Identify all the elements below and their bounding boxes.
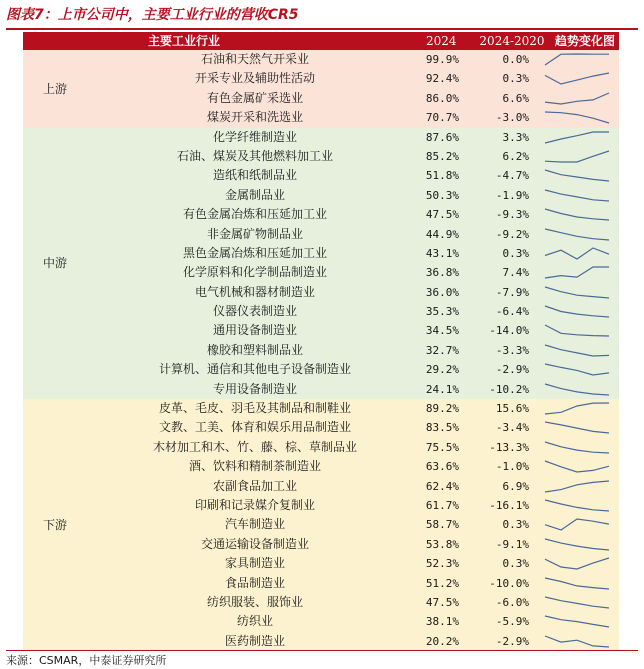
- trend-sparkline: [543, 91, 611, 106]
- trend-line: [545, 73, 609, 84]
- industry-name: 石油和天然气开采业: [200, 52, 309, 66]
- industry-name: 黑色金属冶炼和压延加工业: [182, 245, 327, 260]
- value-2024: 58.7%: [425, 518, 459, 532]
- value-2024: 35.3%: [425, 305, 459, 319]
- trend-line: [545, 151, 609, 162]
- value-change: 6.2%: [502, 149, 529, 163]
- trend-sparkline: [543, 130, 611, 145]
- value-2024: 83.5%: [425, 421, 459, 435]
- industry-name: 开采专业及辅助性活动: [194, 71, 315, 86]
- table-row: [23, 69, 619, 88]
- industry-name: 有色金属矿采选业: [206, 90, 303, 105]
- trend-sparkline: [543, 537, 611, 552]
- trend-sparkline: [543, 323, 611, 338]
- table-row: [23, 593, 619, 612]
- industry-name: 金属制品业: [224, 187, 285, 202]
- trend-sparkline: [543, 207, 611, 222]
- trend-sparkline: [543, 498, 611, 513]
- table-header: [23, 32, 619, 50]
- trend-sparkline: [543, 614, 611, 629]
- value-2024: 36.0%: [425, 285, 459, 299]
- table-row: [23, 399, 619, 418]
- table-row: [23, 166, 619, 185]
- section-label: 中游: [43, 256, 68, 271]
- industry-name: 非金属矿物制品业: [206, 226, 303, 241]
- table-row: [23, 360, 619, 379]
- table-row: [23, 50, 619, 69]
- value-2024: 34.5%: [425, 324, 459, 338]
- industry-name: 化学原料和化学制品制造业: [182, 265, 327, 280]
- value-change: -5.9%: [495, 615, 529, 629]
- value-2024: 38.1%: [425, 615, 459, 629]
- trend-sparkline: [543, 556, 611, 571]
- header-trend: 趋势变化图: [554, 34, 615, 48]
- trend-sparkline: [543, 362, 611, 377]
- value-change: 0.3%: [502, 246, 529, 260]
- value-2024: 47.5%: [425, 208, 459, 222]
- table-body: [23, 50, 619, 651]
- value-2024: 70.7%: [425, 111, 459, 125]
- trend-line: [545, 364, 609, 375]
- trend-line: [545, 442, 609, 453]
- trend-line: [545, 306, 609, 317]
- trend-sparkline: [543, 246, 611, 261]
- value-change: 15.6%: [495, 402, 529, 416]
- table-row: [23, 632, 619, 651]
- value-2024: 47.5%: [425, 595, 459, 609]
- trend-line: [545, 461, 609, 472]
- industry-name: 造纸和纸制品业: [212, 168, 297, 183]
- value-2024: 43.1%: [425, 246, 459, 260]
- value-change: 7.4%: [502, 266, 529, 280]
- industry-name: 纺织服装、服饰业: [206, 594, 303, 609]
- industry-name: 木材加工和木、竹、藤、棕、草制品业: [152, 439, 357, 454]
- value-change: -3.0%: [495, 111, 529, 125]
- value-2024: 75.5%: [425, 440, 459, 454]
- industry-name: 电气机械和器材制造业: [194, 284, 315, 299]
- value-change: -1.9%: [495, 188, 529, 202]
- value-2024: 50.3%: [425, 188, 459, 202]
- section-label: 上游: [43, 81, 68, 96]
- value-change: -7.9%: [495, 285, 529, 299]
- table-row: [23, 321, 619, 340]
- value-change: 0.0%: [502, 53, 529, 66]
- table-row: [23, 341, 619, 360]
- table-row: [23, 554, 619, 573]
- trend-sparkline: [543, 110, 611, 125]
- trend-line: [545, 54, 609, 65]
- trend-line: [545, 170, 609, 181]
- value-2024: 20.2%: [425, 634, 459, 648]
- table-row: [23, 535, 619, 554]
- value-change: -3.3%: [495, 343, 529, 357]
- trend-sparkline: [543, 149, 611, 164]
- value-change: 6.6%: [502, 91, 529, 105]
- industry-name: 石油、煤炭及其他燃料加工业: [176, 148, 333, 163]
- industry-name: 煤炭开采和洗选业: [206, 110, 303, 125]
- industry-name: 纺织业: [236, 614, 273, 629]
- figure-title: 图表7：上市公司中，主要工业行业的营收CR5: [6, 7, 299, 23]
- trend-sparkline: [543, 285, 611, 300]
- industry-name: 汽车制造业: [224, 517, 285, 532]
- value-2024: 29.2%: [425, 363, 459, 377]
- industry-name: 食品制造业: [224, 575, 285, 590]
- value-change: 0.3%: [502, 557, 529, 571]
- trend-sparkline: [543, 227, 611, 242]
- value-2024: 51.8%: [425, 169, 459, 183]
- trend-line: [545, 112, 609, 123]
- trend-line: [545, 422, 609, 433]
- value-change: 3.3%: [502, 130, 529, 144]
- table-row: [23, 205, 619, 224]
- value-change: -13.3%: [489, 440, 529, 454]
- industry-name: 仪器仪表制造业: [212, 304, 297, 319]
- value-change: 0.3%: [502, 518, 529, 532]
- section-downstream: [23, 399, 619, 651]
- value-2024: 61.7%: [425, 498, 459, 512]
- trend-sparkline: [543, 634, 611, 649]
- section-label: 下游: [43, 518, 68, 533]
- table-row: [23, 128, 619, 147]
- value-2024: 87.6%: [425, 130, 459, 144]
- trend-line: [545, 248, 609, 259]
- trend-line: [545, 287, 609, 298]
- title-rule: [6, 28, 638, 30]
- table-row: [23, 496, 619, 515]
- value-change: 6.9%: [502, 479, 529, 493]
- trend-line: [545, 190, 609, 201]
- trend-line: [545, 229, 609, 240]
- trend-line: [545, 267, 609, 278]
- trend-sparkline: [543, 595, 611, 610]
- trend-sparkline: [543, 265, 611, 280]
- trend-line: [545, 481, 609, 492]
- industry-name: 有色金属冶炼和压延加工业: [182, 207, 327, 222]
- section-midstream: [23, 128, 619, 399]
- value-change: -6.4%: [495, 305, 529, 319]
- header-change: 2024-2020: [479, 34, 545, 48]
- value-2024: 99.9%: [425, 53, 459, 66]
- industry-name: 医药制造业: [224, 633, 285, 648]
- trend-line: [545, 519, 609, 530]
- trend-sparkline: [543, 168, 611, 183]
- trend-line: [545, 209, 609, 220]
- trend-line: [545, 636, 609, 647]
- industry-name: 计算机、通信和其他电子设备制造业: [158, 362, 351, 377]
- value-change: -10.2%: [489, 382, 529, 396]
- trend-sparkline: [543, 401, 611, 416]
- trend-sparkline: [543, 459, 611, 474]
- table-row: [23, 244, 619, 263]
- industry-name: 通用设备制造业: [212, 323, 297, 338]
- value-change: -9.3%: [495, 208, 529, 222]
- value-2024: 24.1%: [425, 382, 459, 396]
- table-row: [23, 263, 619, 282]
- header-industry: 主要工业行业: [148, 34, 221, 48]
- industry-name: 专用设备制造业: [212, 381, 297, 396]
- value-change: -16.1%: [489, 498, 529, 512]
- value-change: -2.9%: [495, 634, 529, 648]
- trend-line: [545, 597, 609, 608]
- value-change: -9.1%: [495, 537, 529, 551]
- trend-line: [545, 578, 609, 589]
- industry-name: 文教、工美、体育和娱乐用品制造业: [158, 420, 351, 435]
- industry-name: 橡胶和塑料制品业: [206, 342, 303, 357]
- table-row: [23, 515, 619, 534]
- industry-name: 化学纤维制造业: [212, 129, 297, 144]
- trend-line: [545, 345, 609, 356]
- industry-name: 酒、饮料和精制茶制造业: [188, 459, 321, 474]
- trend-sparkline: [543, 440, 611, 455]
- industry-name: 印刷和记录媒介复制业: [194, 497, 315, 512]
- table-row: [23, 574, 619, 593]
- trend-line: [545, 132, 609, 143]
- table-row: [23, 147, 619, 166]
- table-row: [23, 108, 619, 127]
- trend-line: [545, 539, 609, 550]
- table-row: [23, 89, 619, 108]
- trend-sparkline: [543, 52, 611, 67]
- industry-name: 交通运输设备制造业: [200, 536, 309, 551]
- value-change: 0.3%: [502, 72, 529, 86]
- trend-sparkline: [543, 71, 611, 86]
- industry-name: 农副食品加工业: [212, 478, 297, 493]
- trend-sparkline: [543, 304, 611, 319]
- value-change: -9.2%: [495, 227, 529, 241]
- trend-sparkline: [543, 517, 611, 532]
- table-row: [23, 186, 619, 205]
- trend-sparkline: [543, 188, 611, 203]
- value-change: -1.0%: [495, 460, 529, 474]
- trend-sparkline: [543, 382, 611, 397]
- value-2024: 86.0%: [425, 91, 459, 105]
- table-row: [23, 612, 619, 631]
- table-row: [23, 380, 619, 399]
- trend-line: [545, 384, 609, 395]
- table-row: [23, 283, 619, 302]
- table-row: [23, 418, 619, 437]
- trend-line: [545, 93, 609, 104]
- value-2024: 89.2%: [425, 402, 459, 416]
- value-2024: 44.9%: [425, 227, 459, 241]
- value-2024: 62.4%: [425, 479, 459, 493]
- table-row: [23, 225, 619, 244]
- value-change: -2.9%: [495, 363, 529, 377]
- trend-sparkline: [543, 420, 611, 435]
- trend-line: [545, 558, 609, 569]
- cr5-table: [23, 32, 619, 651]
- value-2024: 63.6%: [425, 460, 459, 474]
- value-2024: 52.3%: [425, 557, 459, 571]
- value-2024: 36.8%: [425, 266, 459, 280]
- value-2024: 85.2%: [425, 149, 459, 163]
- value-change: -3.4%: [495, 421, 529, 435]
- value-2024: 32.7%: [425, 343, 459, 357]
- table-row: [23, 302, 619, 321]
- trend-line: [545, 403, 609, 414]
- value-2024: 51.2%: [425, 576, 459, 590]
- trend-line: [545, 616, 609, 627]
- table-row: [23, 457, 619, 476]
- value-change: -6.0%: [495, 595, 529, 609]
- source-note: 来源：CSMAR，中泰证券研究所: [6, 654, 167, 667]
- trend-sparkline: [543, 343, 611, 358]
- value-2024: 92.4%: [425, 72, 459, 86]
- value-change: -4.7%: [495, 169, 529, 183]
- value-change: -10.0%: [489, 576, 529, 590]
- trend-sparkline: [543, 576, 611, 591]
- trend-line: [545, 325, 609, 336]
- table-row: [23, 438, 619, 457]
- trend-line: [545, 500, 609, 511]
- industry-name: 家具制造业: [224, 556, 285, 571]
- footer-rule: [6, 650, 638, 651]
- trend-sparkline: [543, 479, 611, 494]
- value-change: -14.0%: [489, 324, 529, 338]
- industry-name: 皮革、毛皮、羽毛及其制品和制鞋业: [158, 401, 351, 416]
- value-2024: 53.8%: [425, 537, 459, 551]
- table-row: [23, 477, 619, 496]
- header-2024: 2024: [426, 34, 457, 48]
- section-upstream: [23, 50, 619, 128]
